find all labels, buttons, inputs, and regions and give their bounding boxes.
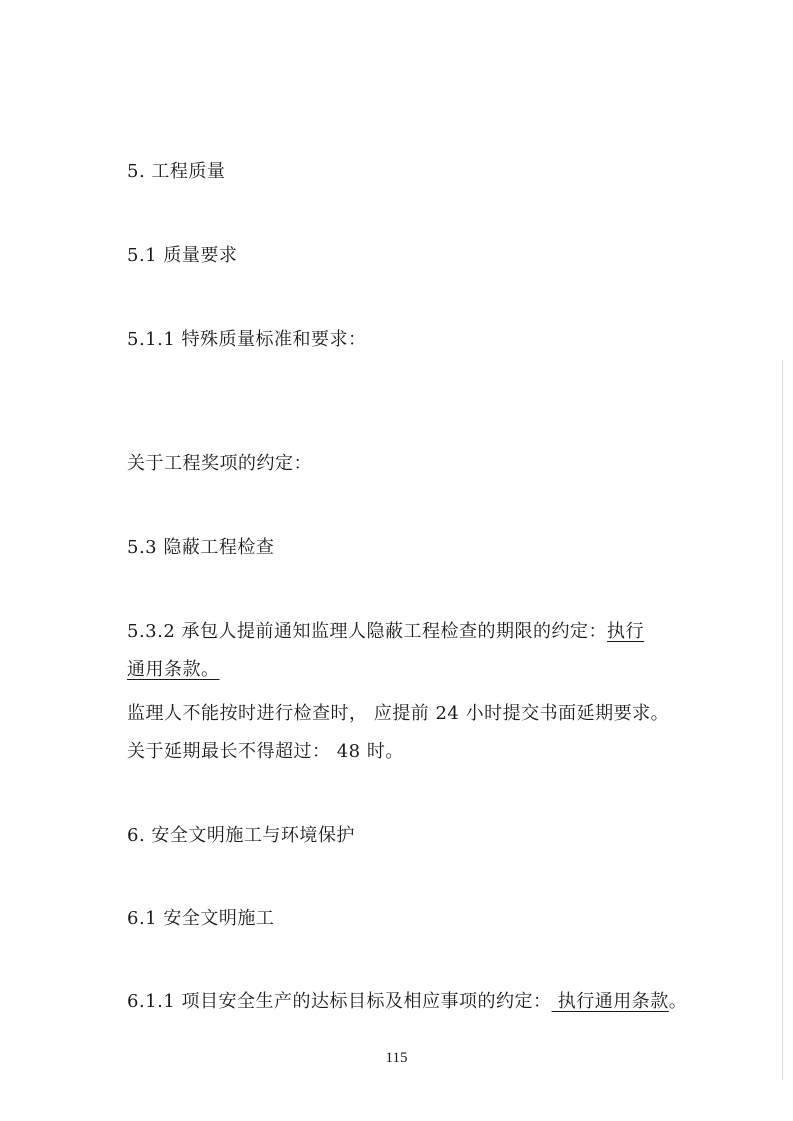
clause-safety-targets xyxy=(127,990,687,1014)
clause-delay-request: 监理人不能按时进行检查时， 应提前 24 小时提交书面延期要求。 xyxy=(127,703,670,724)
underlined-fill-in: 通用条款。 xyxy=(127,659,220,680)
clause-safety-targets-suffix: 。 xyxy=(668,991,688,1012)
clause-inspection-notice-continued xyxy=(127,658,220,682)
heading-safe-civilized-construction: 6.1 安全文明施工 xyxy=(127,908,275,929)
clause-inspection-notice-text: 5.3.2 承包人提前通知监理人隐蔽工程检查的期限的约定： xyxy=(127,621,608,642)
scan-edge-line xyxy=(782,360,783,1080)
underlined-fill-in: 执行通用条款 xyxy=(551,991,669,1012)
clause-max-delay: 关于延期最长不得超过： 48 时。 xyxy=(127,741,404,762)
clause-special-quality-standards: 5.1.1 特殊质量标准和要求： xyxy=(127,329,367,350)
page-number: 115 xyxy=(385,1050,408,1066)
heading-safety-environment: 6. 安全文明施工与环境保护 xyxy=(127,825,355,846)
clause-inspection-notice-period xyxy=(127,620,644,644)
heading-concealed-works-inspection: 5.3 隐蔽工程检查 xyxy=(127,537,275,558)
heading-quality-requirements: 5.1 质量要求 xyxy=(127,245,238,266)
clause-project-awards: 关于工程奖项的约定： xyxy=(127,453,312,474)
underlined-fill-in: 执行 xyxy=(607,621,645,642)
clause-safety-targets-text: 6.1.1 项目安全生产的达标目标及相应事项的约定： xyxy=(127,991,552,1012)
heading-engineering-quality: 5. 工程质量 xyxy=(127,161,226,182)
